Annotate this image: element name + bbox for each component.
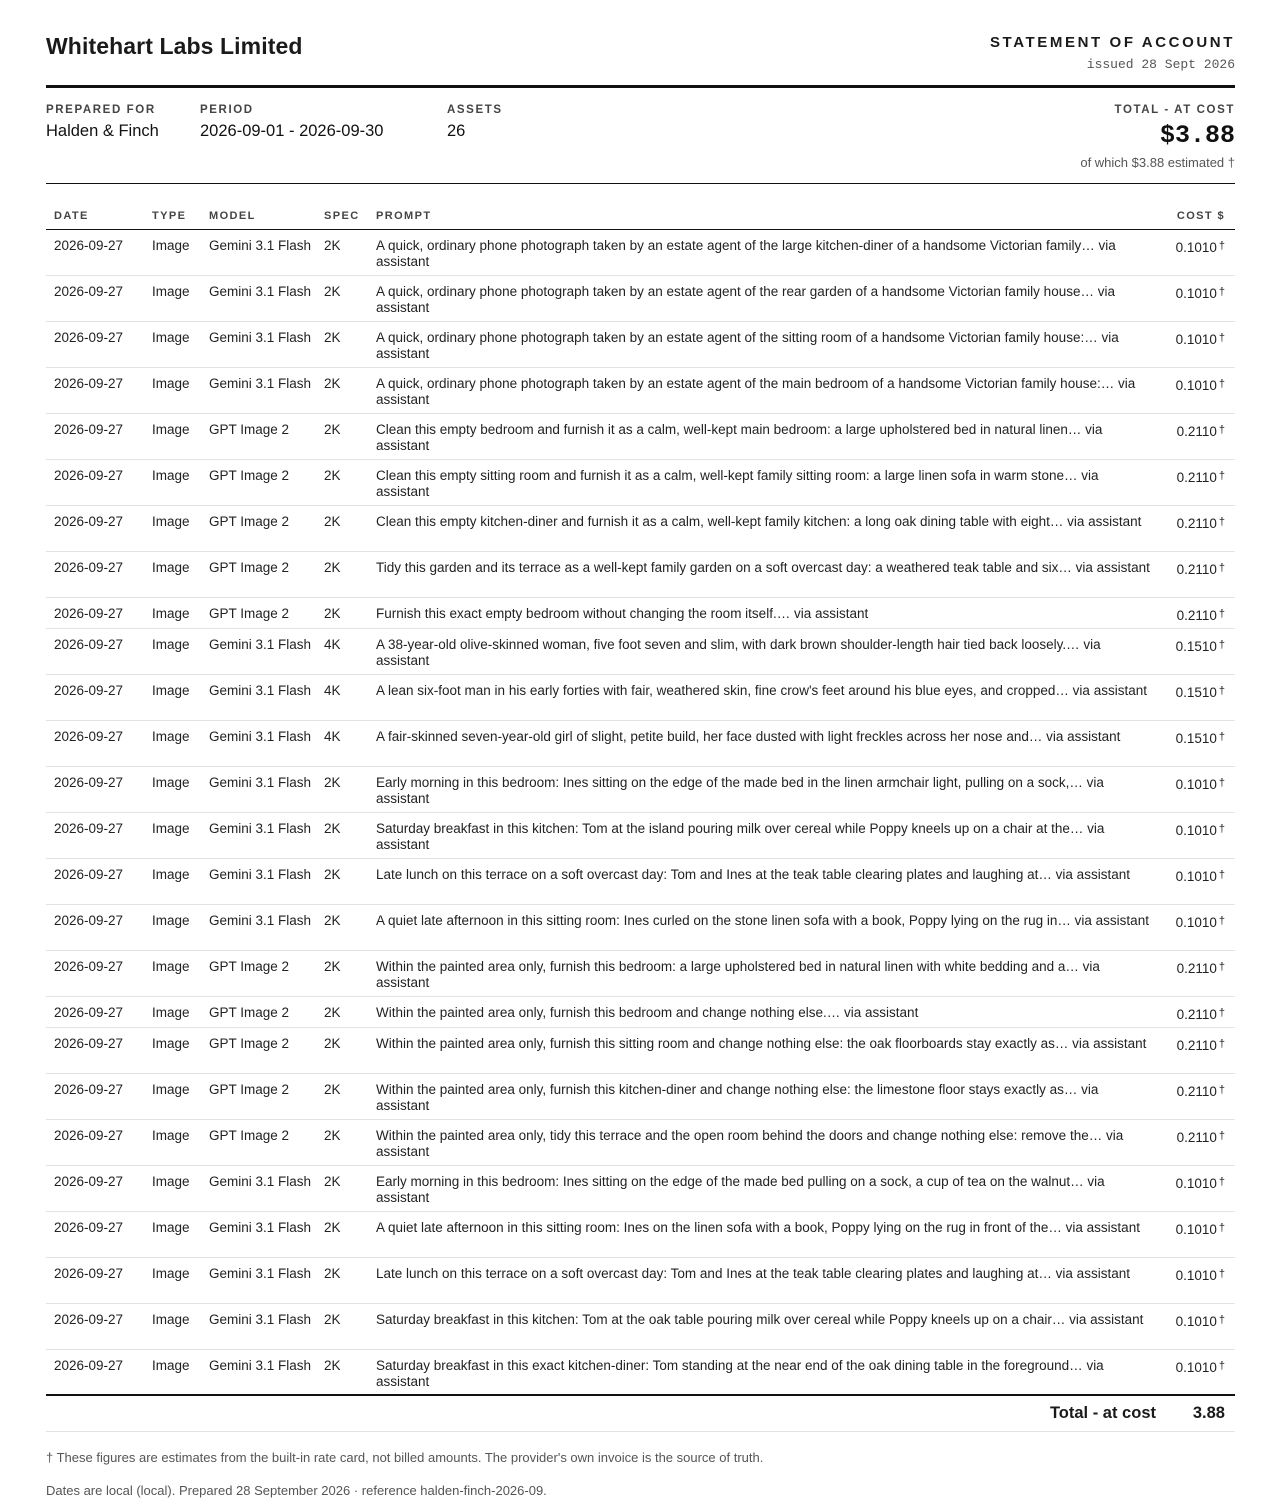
prepared-for-value: Halden & Finch xyxy=(46,122,159,140)
grand-total-label: Total - at cost xyxy=(1049,1404,1156,1422)
table-row xyxy=(46,1349,1235,1395)
cell-model: Gemini 3.1 Flash xyxy=(201,275,316,321)
cell-model: Gemini 3.1 Flash xyxy=(201,766,316,812)
cell-date: 2026-09-27 xyxy=(46,858,144,904)
cell-prompt: A quick, ordinary phone photograph taken by an estate agent of the large kitchen-diner of a handsome Victorian family… via assistant xyxy=(368,229,1164,275)
cell-prompt: Clean this empty bedroom and furnish it as a calm, well-kept main bedroom: a large upholstered bed in natural linen… via assistant xyxy=(368,413,1164,459)
cell-type: Image xyxy=(144,720,201,766)
cell-spec: 2K xyxy=(316,367,368,413)
cost-value: 0.1010 xyxy=(1175,331,1217,347)
estimate-dagger: † xyxy=(1218,1006,1225,1019)
estimate-dagger: † xyxy=(1218,607,1225,620)
table-row xyxy=(46,1165,1235,1211)
cell-spec: 2K xyxy=(316,950,368,996)
cell-cost xyxy=(1164,674,1235,720)
table-row xyxy=(46,1211,1235,1257)
cell-cost xyxy=(1164,413,1235,459)
cell-type: Image xyxy=(144,1303,201,1349)
cell-spec: 2K xyxy=(316,321,368,367)
cell-cost xyxy=(1164,950,1235,996)
prepared-for-label: PREPARED FOR xyxy=(46,104,156,116)
cell-prompt: A quiet late afternoon in this sitting room: Ines curled on the stone linen sofa with a book, Poppy lying on the rug in… via assistant xyxy=(368,904,1164,950)
cell-model: GPT Image 2 xyxy=(201,459,316,505)
cell-prompt: Early morning in this bedroom: Ines sitting on the edge of the made bed pulling on a sock, a cup of tea on the walnut… via assistant xyxy=(368,1165,1164,1211)
cell-type: Image xyxy=(144,597,201,628)
cell-type: Image xyxy=(144,858,201,904)
cell-date: 2026-09-27 xyxy=(46,505,144,551)
cell-cost xyxy=(1164,766,1235,812)
cell-type: Image xyxy=(144,812,201,858)
cell-cost xyxy=(1164,1027,1235,1073)
cell-type: Image xyxy=(144,996,201,1027)
cell-type: Image xyxy=(144,551,201,597)
cost-value: 0.2110 xyxy=(1176,561,1217,577)
cost-value: 0.2110 xyxy=(1176,423,1217,439)
cell-date: 2026-09-27 xyxy=(46,413,144,459)
estimate-dagger: † xyxy=(1218,868,1225,881)
cell-date: 2026-09-27 xyxy=(46,1027,144,1073)
table-row xyxy=(46,858,1235,904)
estimate-dagger: † xyxy=(1218,1313,1225,1326)
cell-model: GPT Image 2 xyxy=(201,1073,316,1119)
cell-model: Gemini 3.1 Flash xyxy=(201,904,316,950)
cell-type: Image xyxy=(144,1257,201,1303)
cell-model: Gemini 3.1 Flash xyxy=(201,1303,316,1349)
cell-spec: 2K xyxy=(316,1303,368,1349)
cell-spec: 2K xyxy=(316,1211,368,1257)
estimate-dagger: † xyxy=(1218,638,1225,651)
cell-date: 2026-09-27 xyxy=(46,766,144,812)
issued-date: issued 28 Sept 2026 xyxy=(1086,57,1235,72)
cell-model: GPT Image 2 xyxy=(201,1119,316,1165)
estimate-dagger: † xyxy=(1218,914,1225,927)
table-row xyxy=(46,459,1235,505)
cell-cost xyxy=(1164,1211,1235,1257)
cell-type: Image xyxy=(144,1165,201,1211)
estimate-dagger: † xyxy=(1218,561,1225,574)
cell-prompt: Late lunch on this terrace on a soft overcast day: Tom and Ines at the teak table clearing plates and laughing at… via assistant xyxy=(368,858,1164,904)
cost-value: 0.2110 xyxy=(1176,1083,1217,1099)
table-row xyxy=(46,321,1235,367)
statement-page xyxy=(46,0,1235,1498)
cell-model: Gemini 3.1 Flash xyxy=(201,812,316,858)
cell-prompt: Within the painted area only, furnish this kitchen-diner and change nothing else: the limestone floor stays exactly as… via assistant xyxy=(368,1073,1164,1119)
cell-type: Image xyxy=(144,1349,201,1395)
assets-value: 26 xyxy=(447,122,466,140)
period-value: 2026-09-01 - 2026-09-30 xyxy=(200,122,384,140)
cell-prompt: Saturday breakfast in this exact kitchen-diner: Tom standing at the near end of the oak dining table in the foreground… via assistant xyxy=(368,1349,1164,1395)
cell-model: GPT Image 2 xyxy=(201,551,316,597)
cell-spec: 2K xyxy=(316,551,368,597)
cost-value: 0.2110 xyxy=(1176,515,1217,531)
cell-cost xyxy=(1164,1073,1235,1119)
estimate-dagger: † xyxy=(1218,776,1225,789)
cell-date: 2026-09-27 xyxy=(46,1073,144,1119)
cost-value: 0.2110 xyxy=(1176,1006,1217,1022)
column-header-spec: SPEC xyxy=(316,205,368,229)
cell-date: 2026-09-27 xyxy=(46,321,144,367)
cell-type: Image xyxy=(144,904,201,950)
cell-date: 2026-09-27 xyxy=(46,628,144,674)
cost-value: 0.1010 xyxy=(1175,868,1217,884)
cell-date: 2026-09-27 xyxy=(46,996,144,1027)
table-row xyxy=(46,628,1235,674)
cell-type: Image xyxy=(144,1211,201,1257)
cost-value: 0.1010 xyxy=(1175,1267,1217,1283)
cell-type: Image xyxy=(144,1027,201,1073)
table-row xyxy=(46,812,1235,858)
cost-value: 0.1010 xyxy=(1175,1175,1217,1191)
grand-total-value: 3.88 xyxy=(1192,1404,1225,1422)
cell-prompt: Tidy this garden and its terrace as a well-kept family garden on a soft overcast day: a weathered teak table and six… via assistant xyxy=(368,551,1164,597)
cell-cost xyxy=(1164,229,1235,275)
cell-date: 2026-09-27 xyxy=(46,904,144,950)
column-header-prompt: PROMPT xyxy=(368,205,1164,229)
cell-spec: 2K xyxy=(316,1073,368,1119)
cell-prompt: Clean this empty kitchen-diner and furnish it as a calm, well-kept family kitchen: a long oak dining table with eight… via assistant xyxy=(368,505,1164,551)
statement-title: STATEMENT OF ACCOUNT xyxy=(989,34,1235,51)
cell-model: GPT Image 2 xyxy=(201,413,316,459)
cost-value: 0.1010 xyxy=(1175,1359,1217,1375)
cell-model: GPT Image 2 xyxy=(201,597,316,628)
cell-type: Image xyxy=(144,766,201,812)
cell-date: 2026-09-27 xyxy=(46,275,144,321)
cell-prompt: A quiet late afternoon in this sitting room: Ines on the linen sofa with a book, Poppy lying on the rug in front of the… via assistant xyxy=(368,1211,1164,1257)
cell-type: Image xyxy=(144,275,201,321)
estimate-dagger: † xyxy=(1218,1267,1225,1280)
cell-spec: 4K xyxy=(316,720,368,766)
cell-cost xyxy=(1164,628,1235,674)
cell-date: 2026-09-27 xyxy=(46,1349,144,1395)
cell-cost xyxy=(1164,720,1235,766)
cell-model: GPT Image 2 xyxy=(201,1027,316,1073)
cost-value: 0.2110 xyxy=(1176,607,1217,623)
cell-model: Gemini 3.1 Flash xyxy=(201,1257,316,1303)
estimate-dagger: † xyxy=(1218,239,1225,252)
cell-type: Image xyxy=(144,459,201,505)
estimate-dagger: † xyxy=(1218,730,1225,743)
cell-spec: 2K xyxy=(316,1165,368,1211)
table-row xyxy=(46,950,1235,996)
cell-prompt: Clean this empty sitting room and furnish it as a calm, well-kept family sitting room: a large linen sofa in warm stone… via assistant xyxy=(368,459,1164,505)
cell-date: 2026-09-27 xyxy=(46,950,144,996)
cell-date: 2026-09-27 xyxy=(46,597,144,628)
cell-type: Image xyxy=(144,505,201,551)
cell-prompt: A quick, ordinary phone photograph taken by an estate agent of the main bedroom of a handsome Victorian family house:… via assistant xyxy=(368,367,1164,413)
estimate-dagger: † xyxy=(1218,469,1225,482)
cell-spec: 4K xyxy=(316,628,368,674)
estimate-dagger: † xyxy=(1218,1037,1225,1050)
cell-date: 2026-09-27 xyxy=(46,551,144,597)
cell-date: 2026-09-27 xyxy=(46,1165,144,1211)
cost-value: 0.1010 xyxy=(1175,1221,1217,1237)
cell-prompt: A quick, ordinary phone photograph taken by an estate agent of the rear garden of a handsome Victorian family house… via assistant xyxy=(368,275,1164,321)
table-row xyxy=(46,1257,1235,1303)
total-value: $3.88 xyxy=(1159,121,1235,150)
cell-type: Image xyxy=(144,229,201,275)
table-row xyxy=(46,766,1235,812)
cell-cost xyxy=(1164,1257,1235,1303)
estimate-dagger: † xyxy=(1218,684,1225,697)
table-row xyxy=(46,1073,1235,1119)
cell-model: Gemini 3.1 Flash xyxy=(201,367,316,413)
cost-value: 0.1010 xyxy=(1175,239,1217,255)
cell-date: 2026-09-27 xyxy=(46,367,144,413)
cell-spec: 2K xyxy=(316,413,368,459)
estimate-dagger: † xyxy=(1218,960,1225,973)
cell-cost xyxy=(1164,1165,1235,1211)
cell-prompt: Furnish this exact empty bedroom without changing the room itself.… via assistant xyxy=(368,597,1164,628)
cell-prompt: Within the painted area only, furnish this bedroom and change nothing else.… via assistant xyxy=(368,996,1164,1027)
cell-cost xyxy=(1164,1303,1235,1349)
table-row xyxy=(46,367,1235,413)
cell-date: 2026-09-27 xyxy=(46,812,144,858)
estimate-dagger: † xyxy=(1218,1175,1225,1188)
cell-cost xyxy=(1164,904,1235,950)
estimate-dagger: † xyxy=(1218,1221,1225,1234)
cost-value: 0.1010 xyxy=(1175,914,1217,930)
cell-prompt: Late lunch on this terrace on a soft overcast day: Tom and Ines at the teak table clearing plates and laughing at… via assistant xyxy=(368,1257,1164,1303)
cell-cost xyxy=(1164,321,1235,367)
cost-value: 0.1010 xyxy=(1175,285,1217,301)
cell-prompt: Within the painted area only, tidy this terrace and the open room behind the doors and change nothing else: remove the… via assistant xyxy=(368,1119,1164,1165)
cell-spec: 2K xyxy=(316,812,368,858)
cost-value: 0.2110 xyxy=(1176,469,1217,485)
cell-cost xyxy=(1164,1119,1235,1165)
table-row xyxy=(46,1303,1235,1349)
cell-spec: 2K xyxy=(316,459,368,505)
cell-spec: 2K xyxy=(316,275,368,321)
cell-type: Image xyxy=(144,413,201,459)
table-row xyxy=(46,904,1235,950)
cell-prompt: A quick, ordinary phone photograph taken by an estate agent of the sitting room of a handsome Victorian family house:… via assistant xyxy=(368,321,1164,367)
cost-value: 0.1010 xyxy=(1175,776,1217,792)
estimate-dagger: † xyxy=(1218,1083,1225,1096)
cell-model: Gemini 3.1 Flash xyxy=(201,321,316,367)
cell-cost xyxy=(1164,505,1235,551)
cost-value: 0.2110 xyxy=(1176,1037,1217,1053)
table-header xyxy=(46,205,1235,229)
cell-model: GPT Image 2 xyxy=(201,950,316,996)
period-label: PERIOD xyxy=(200,104,254,116)
line-items-table xyxy=(46,205,1235,1396)
cell-type: Image xyxy=(144,950,201,996)
cell-model: Gemini 3.1 Flash xyxy=(201,858,316,904)
cell-cost xyxy=(1164,597,1235,628)
table-row xyxy=(46,413,1235,459)
cell-prompt: Saturday breakfast in this kitchen: Tom at the island pouring milk over cereal while Poppy kneels up on a chair at the… via assistant xyxy=(368,812,1164,858)
cell-spec: 2K xyxy=(316,597,368,628)
table-row xyxy=(46,505,1235,551)
total-estimated-note: of which $3.88 estimated † xyxy=(1080,155,1235,170)
cell-cost xyxy=(1164,1349,1235,1395)
table-row xyxy=(46,551,1235,597)
cell-type: Image xyxy=(144,1119,201,1165)
table-row xyxy=(46,229,1235,275)
cell-model: Gemini 3.1 Flash xyxy=(201,720,316,766)
estimate-dagger: † xyxy=(1218,423,1225,436)
cell-spec: 2K xyxy=(316,858,368,904)
cell-date: 2026-09-27 xyxy=(46,674,144,720)
cell-cost xyxy=(1164,551,1235,597)
cell-spec: 2K xyxy=(316,1257,368,1303)
table-row xyxy=(46,275,1235,321)
cell-prompt: A lean six-foot man in his early forties with fair, weathered skin, fine crow's feet around his blue eyes, and cropped… via assistant xyxy=(368,674,1164,720)
cost-value: 0.2110 xyxy=(1176,960,1217,976)
cell-date: 2026-09-27 xyxy=(46,1119,144,1165)
cell-spec: 2K xyxy=(316,904,368,950)
column-header-type: TYPE xyxy=(144,205,201,229)
cost-value: 0.1510 xyxy=(1175,638,1217,654)
cost-value: 0.1010 xyxy=(1175,377,1217,393)
estimate-dagger: † xyxy=(1218,1359,1225,1372)
cell-prompt: Early morning in this bedroom: Ines sitting on the edge of the made bed in the linen armchair light, pulling on a sock,… via assistant xyxy=(368,766,1164,812)
table-row xyxy=(46,597,1235,628)
cell-spec: 2K xyxy=(316,766,368,812)
cell-spec: 2K xyxy=(316,1349,368,1395)
statement-header xyxy=(46,0,1235,88)
table-row xyxy=(46,720,1235,766)
cell-date: 2026-09-27 xyxy=(46,720,144,766)
cost-value: 0.1010 xyxy=(1175,822,1217,838)
estimates-footnote: † These figures are estimates from the built-in rate card, not billed amounts. The provider's own invoice is the source of truth. xyxy=(46,1450,764,1465)
cell-type: Image xyxy=(144,1073,201,1119)
cell-prompt: Saturday breakfast in this kitchen: Tom at the oak table pouring milk over cereal while Poppy kneels up on a chair… via assistant xyxy=(368,1303,1164,1349)
cell-date: 2026-09-27 xyxy=(46,1257,144,1303)
cell-type: Image xyxy=(144,367,201,413)
column-header-date: DATE xyxy=(46,205,144,229)
assets-label: ASSETS xyxy=(447,104,503,116)
company-name: Whitehart Labs Limited xyxy=(46,33,303,59)
cell-date: 2026-09-27 xyxy=(46,459,144,505)
estimate-dagger: † xyxy=(1218,1129,1225,1142)
estimate-dagger: † xyxy=(1218,822,1225,835)
cell-prompt: A fair-skinned seven-year-old girl of slight, petite build, her face dusted with light freckles across her nose and… via assistant xyxy=(368,720,1164,766)
grand-total-row xyxy=(46,1396,1235,1432)
cell-model: Gemini 3.1 Flash xyxy=(201,1349,316,1395)
table-row xyxy=(46,674,1235,720)
cell-model: Gemini 3.1 Flash xyxy=(201,1165,316,1211)
estimate-dagger: † xyxy=(1218,515,1225,528)
cell-spec: 2K xyxy=(316,229,368,275)
dates-footnote: Dates are local (local). Prepared 28 September 2026 · reference halden-finch-2026-09. xyxy=(46,1483,547,1498)
cell-model: Gemini 3.1 Flash xyxy=(201,628,316,674)
cell-prompt: Within the painted area only, furnish this sitting room and change nothing else: the oak floorboards stay exactly as… via assistant xyxy=(368,1027,1164,1073)
cell-type: Image xyxy=(144,321,201,367)
table-row xyxy=(46,996,1235,1027)
cell-cost xyxy=(1164,459,1235,505)
table-row xyxy=(46,1027,1235,1073)
statement-summary xyxy=(46,88,1235,184)
cell-cost xyxy=(1164,996,1235,1027)
cell-model: GPT Image 2 xyxy=(201,505,316,551)
cell-cost xyxy=(1164,858,1235,904)
table-row xyxy=(46,1119,1235,1165)
estimate-dagger: † xyxy=(1218,285,1225,298)
cost-value: 0.1010 xyxy=(1175,1313,1217,1329)
table-body xyxy=(46,229,1235,1395)
cell-prompt: Within the painted area only, furnish this bedroom: a large upholstered bed in natural linen with white bedding and a… via assistant xyxy=(368,950,1164,996)
total-label: TOTAL - AT COST xyxy=(1114,104,1235,116)
estimate-dagger: † xyxy=(1218,377,1225,390)
cell-spec: 2K xyxy=(316,1119,368,1165)
cell-cost xyxy=(1164,367,1235,413)
cell-spec: 4K xyxy=(316,674,368,720)
cell-model: GPT Image 2 xyxy=(201,996,316,1027)
cost-value: 0.1510 xyxy=(1175,730,1217,746)
estimate-dagger: † xyxy=(1218,331,1225,344)
column-header-cost: COST $ xyxy=(1164,205,1235,229)
cell-date: 2026-09-27 xyxy=(46,229,144,275)
cell-model: Gemini 3.1 Flash xyxy=(201,229,316,275)
cell-cost xyxy=(1164,812,1235,858)
cell-spec: 2K xyxy=(316,1027,368,1073)
cell-type: Image xyxy=(144,628,201,674)
cell-type: Image xyxy=(144,674,201,720)
cost-value: 0.2110 xyxy=(1176,1129,1217,1145)
cell-date: 2026-09-27 xyxy=(46,1211,144,1257)
cost-value: 0.1510 xyxy=(1175,684,1217,700)
cell-prompt: A 38-year-old olive-skinned woman, five foot seven and slim, with dark brown shoulder-length hair tied back loosely.… via assistant xyxy=(368,628,1164,674)
cell-model: Gemini 3.1 Flash xyxy=(201,674,316,720)
column-header-model: MODEL xyxy=(201,205,316,229)
cell-spec: 2K xyxy=(316,996,368,1027)
cell-date: 2026-09-27 xyxy=(46,1303,144,1349)
cell-spec: 2K xyxy=(316,505,368,551)
cell-cost xyxy=(1164,275,1235,321)
cell-model: Gemini 3.1 Flash xyxy=(201,1211,316,1257)
